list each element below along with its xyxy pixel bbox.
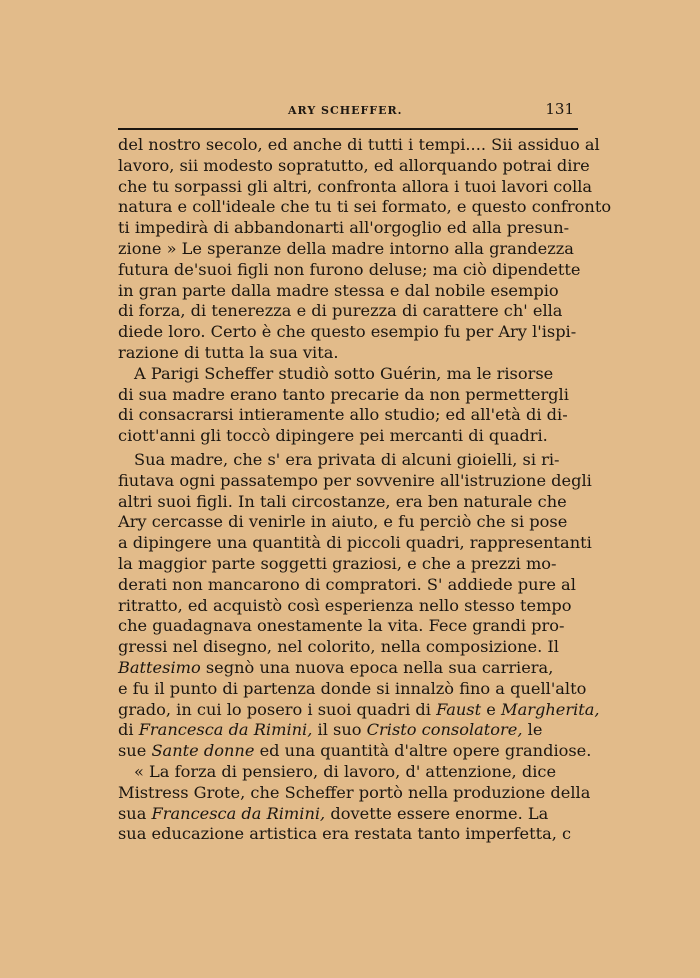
text-span: grado, in cui lo posero i suoi quadri di <box>118 699 431 719</box>
running-title: ARY SCHEFFER. <box>288 104 403 117</box>
text-line: A Parigi Scheffer studiò sotto Guérin, ma le risorse <box>134 363 554 383</box>
text-line: in gran parte dalla madre stessa e dal nobile esempio <box>118 280 559 300</box>
text-line: ti impedirà di abbandonarti all'orgoglio ed alla presun- <box>118 218 570 238</box>
text-line <box>118 658 578 679</box>
text-line: Sua madre, che s' era privata di alcuni gioielli, si ri- <box>134 449 560 469</box>
text-line: del nostro secolo, ed anche di tutti i tempi.... Sii assiduo al <box>118 135 600 154</box>
text-line: diede loro. Certo è che questo esempio fu per Ary l'ispi- <box>118 322 577 342</box>
text-line: zione » Le speranze della madre intorno alla grandezza <box>118 238 574 258</box>
text-line <box>118 804 578 825</box>
text-line: di consacrarsi intieramente allo studio; ed all'età di di- <box>118 405 568 425</box>
text-span: sue <box>118 741 147 761</box>
text-span: dovette essere enorme. La <box>330 803 549 823</box>
text-line: a dipingere una quantità di piccoli quadri, rappresentanti <box>118 533 592 553</box>
text-line: ciott'anni gli toccò dipingere pei mercanti di quadri. <box>118 426 548 446</box>
body-text <box>118 135 612 845</box>
page-number: 131 <box>545 100 574 118</box>
italic-title: Sante donne <box>151 741 255 761</box>
text-line: che guadagnava onestamente la vita. Fece grandi pro- <box>118 616 565 636</box>
italic-title: Margherita, <box>501 699 600 719</box>
header-rule <box>118 128 578 130</box>
text-line: di sua madre erano tanto precarie da non permettergli <box>118 384 569 404</box>
text-line: Ary cercasse di venirle in aiuto, e fu perciò che si pose <box>118 512 568 532</box>
text-line <box>118 699 600 721</box>
text-span: il suo <box>317 720 362 740</box>
text-line: ritratto, ed acquistò così esperienza nello stesso tempo <box>118 595 572 615</box>
text-line: razione di tutta la sua vita. <box>118 342 339 362</box>
text-line: sua educazione artistica era restata tanto imperfetta, c <box>118 824 572 844</box>
italic-title: Cristo consolatore, <box>366 720 523 740</box>
italic-title: Faust <box>436 699 482 719</box>
text-line: Mistress Grote, che Scheffer portò nella produzione della <box>118 782 591 802</box>
text-span: ed una quantità d'altre opere grandiose. <box>259 741 592 761</box>
italic-title: Francesca da Rimini, <box>138 720 313 740</box>
text-line <box>118 741 592 762</box>
text-line: di forza, di tenerezza e di purezza di carattere ch' ella <box>118 301 563 321</box>
text-line: che tu sorpassi gli altri, confronta allora i tuoi lavori colla <box>118 176 593 196</box>
italic-title: Francesca da Rimini, <box>151 803 326 823</box>
text-span: di <box>118 720 134 740</box>
text-line: lavoro, sii modesto sopratutto, ed allorquando potrai dire <box>118 155 590 175</box>
text-line: futura de'suoi figli non furono deluse; ma ciò dipendette <box>118 259 581 279</box>
text-line: gressi nel disegno, nel colorito, nella composizione. Il <box>118 637 559 657</box>
italic-title: Battesimo <box>118 657 201 677</box>
text-line: derati non mancarono di compratori. S' addiede pure al <box>118 574 576 594</box>
text-line <box>118 720 578 741</box>
text-span: e <box>486 699 496 719</box>
text-line: altri suoi figli. In tali circostanze, era ben naturale che <box>118 491 567 511</box>
text-span: le <box>527 720 543 740</box>
text-span: sua <box>118 803 147 823</box>
text-span: segnò una nuova epoca nella sua carriera, <box>205 657 554 677</box>
text-line: natura e coll'ideale che tu ti sei formato, e questo confronto <box>118 197 612 217</box>
text-line: la maggior parte soggetti graziosi, e che a prezzi mo- <box>118 553 557 573</box>
page-header <box>118 100 576 124</box>
text-line: fiutava ogni passatempo per sovvenire all'istruzione degli <box>118 470 592 490</box>
text-line: « La forza di pensiero, di lavoro, d' attenzione, dice <box>134 761 557 781</box>
text-line: e fu il punto di partenza donde si innalzò fino a quell'alto <box>118 678 587 698</box>
